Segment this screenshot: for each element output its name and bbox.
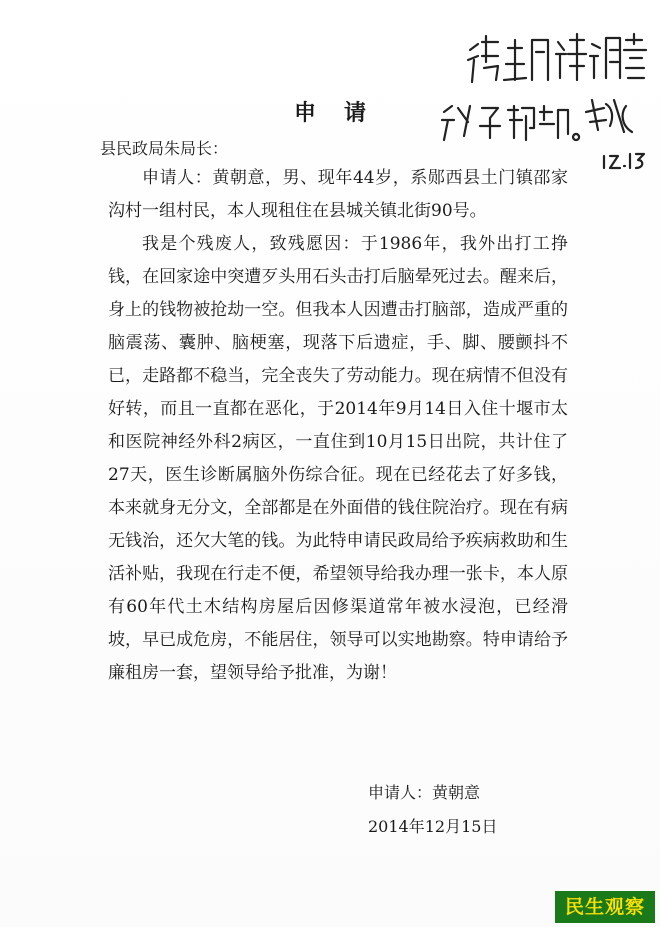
watermark-logo: 民生观察 xyxy=(555,891,655,923)
document-body xyxy=(108,162,568,690)
handwriting-scribble xyxy=(430,20,655,170)
salutation: 县民政局朱局长： xyxy=(100,139,229,158)
handwritten-annotation xyxy=(430,20,655,170)
paragraph-request-reason: 我是个残废人，致残愿因：于1986年，我外出打工挣钱，在回家途中突遭歹头用石头击打后脑晕死过去。醒来后，身上的钱物被抢劫一空。但我本人因遭击打脑部，造成严重的脑震荡、囊肿、脑梗塞，现落下后遗症，手、脚、腰颤抖不已，走路都不稳当，完全丧失了劳动能力。现在病情不但没有好转，而且一直都在恶化，于2014年9月14日入住十堰市太和医院神经外科2病区，一直住到10月15日出院，共计住了27天，医生诊断属脑外伤综合征。现在已经花去了好多钱，本来就身无分文，全部都是在外面借的钱住院治疗。现在有病无钱治，还欠大笔的钱。为此特申请民政局给予疾病救助和生活补贴，我现在行走不便，希望领导给我办理一张卡，本人原有60年代土木结构房屋后因修渠道常年被水浸泡，已经滑坡，早已成危房，不能居住，领导可以实地勘察。特申请给予廉租房一套，望领导给予批准，为谢！ xyxy=(108,234,568,683)
paragraph-applicant-info: 申请人：黄朝意，男、现年44岁，系郧西县土门镇邵家沟村一组村民，本人现租住在县城关镇北街90号。 xyxy=(108,168,568,221)
signature-applicant: 申请人：黄朝意 xyxy=(368,783,481,802)
signature-date: 2014年12月15日 xyxy=(368,817,498,836)
signature-block xyxy=(368,776,497,844)
document-title: 申请 xyxy=(293,100,394,126)
